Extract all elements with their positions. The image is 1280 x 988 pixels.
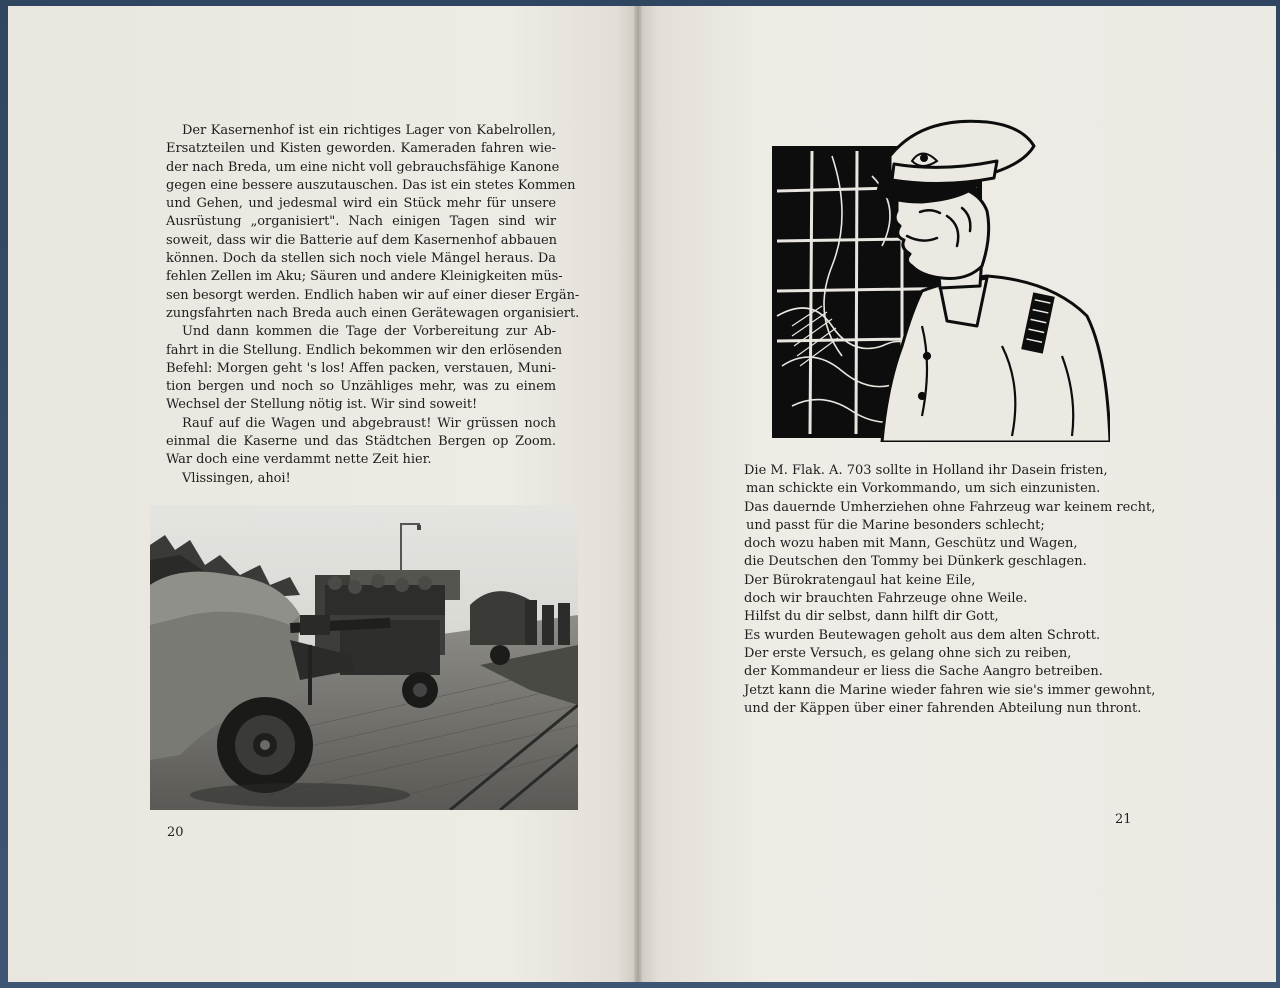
text-line: Und dann kommen die Tage der Vorbereitung zur Ab- [182,324,556,340]
text-line: gegen eine bessere auszutauschen. Das ist ein stetes Kommen [166,177,576,193]
text-line: fehlen Zellen im Aku; Säuren und andere Kleinigkeiten müs- [166,269,563,285]
poem-line: und der Käppen über einer fahrenden Abteilung nun thront. [744,700,1142,716]
text-line: können. Doch da stellen sich noch viele Mängel heraus. Da [166,251,556,267]
paragraph-3 [166,415,556,470]
text-line: Wechsel der Stellung nötig ist. Wir sind soweit! [166,397,478,413]
text-line: soweit, dass wir die Batterie auf dem Kasernenhof abbauen [166,232,557,248]
text-line: Der Kasernenhof ist ein richtiges Lager von Kabelrollen, [182,123,556,138]
text-line: zungsfahrten nach Breda auch einen Gerätewagen organisiert. [166,305,580,321]
poem-line: Das dauernde Umherziehen ohne Fahrzeug war keinem recht, [744,499,1156,515]
text-line: Befehl: Morgen geht 's los! Affen packen, verstauen, Muni- [166,360,556,376]
text-line: Vlissingen, ahoi! [182,470,291,486]
text-line: der nach Breda, um eine nicht voll gebrauchsfähige Kanone [166,159,560,175]
paragraph-4 [166,470,556,488]
book-gutter [634,6,642,982]
text-line: einmal die Kaserne und das Städtchen Bergen op Zoom. [166,434,556,450]
left-page-text [166,122,580,488]
page-number-left: 20 [167,825,184,840]
text-line: tion bergen und noch so Unzähliges mehr, was zu einem [166,379,556,395]
poem-line: Der erste Versuch, es gelang ohne sich zu reiben, [744,645,1072,661]
paragraph-1 [166,122,580,323]
poem-line: man schickte ein Vorkommando, um sich einzunisten. [746,481,1101,497]
text-line: Rauf auf die Wagen und abgebraust! Wir grüssen noch [182,415,556,431]
poem-text [744,462,1156,718]
text-line: War doch eine verdammt nette Zeit hier. [166,452,432,468]
poem-line: doch wir brauchten Fahrzeuge ohne Weile. [744,591,1028,607]
poem-line: Der Bürokratengaul hat keine Eile, [744,572,976,588]
poem-line: der Kommandeur er liess die Sache Aangro betreiben. [744,664,1103,680]
poem-line: Jetzt kann die Marine wieder fahren wie sie's immer gewohnt, [744,682,1156,698]
poem-line: doch wozu haben mit Mann, Geschütz und Wagen, [744,536,1078,552]
page-number-right: 21 [1115,812,1132,827]
paragraph-2 [166,323,563,414]
text-line: fahrt in die Stellung. Endlich bekommen wir den erlösenden [166,342,563,358]
text-line: Ausrüstung „organisiert". Nach einigen Tagen sind wir [166,214,556,230]
poem-line: Es wurden Beutewagen geholt aus dem alten Schrott. [744,627,1101,643]
poem-line: die Deutschen den Tommy bei Dünkerk geschlagen. [744,554,1087,570]
text-line: sen besorgt werden. Endlich haben wir auf einer dieser Ergän- [166,287,580,303]
poem-line: und passt für die Marine besonders schlecht; [746,517,1045,533]
poem-line: Die M. Flak. A. 703 sollte in Holland ihr Dasein fristen, [744,463,1108,478]
poem-line: Hilfst du dir selbst, dann hilft dir Gott, [744,609,999,625]
officer-illustration [772,116,1110,442]
text-line: und Gehen, und jedesmal wird ein Stück mehr für unsere [166,196,556,212]
convoy-photo [150,505,578,810]
text-line: Ersatzteilen und Kisten geworden. Kameraden fahren wie- [166,141,556,157]
